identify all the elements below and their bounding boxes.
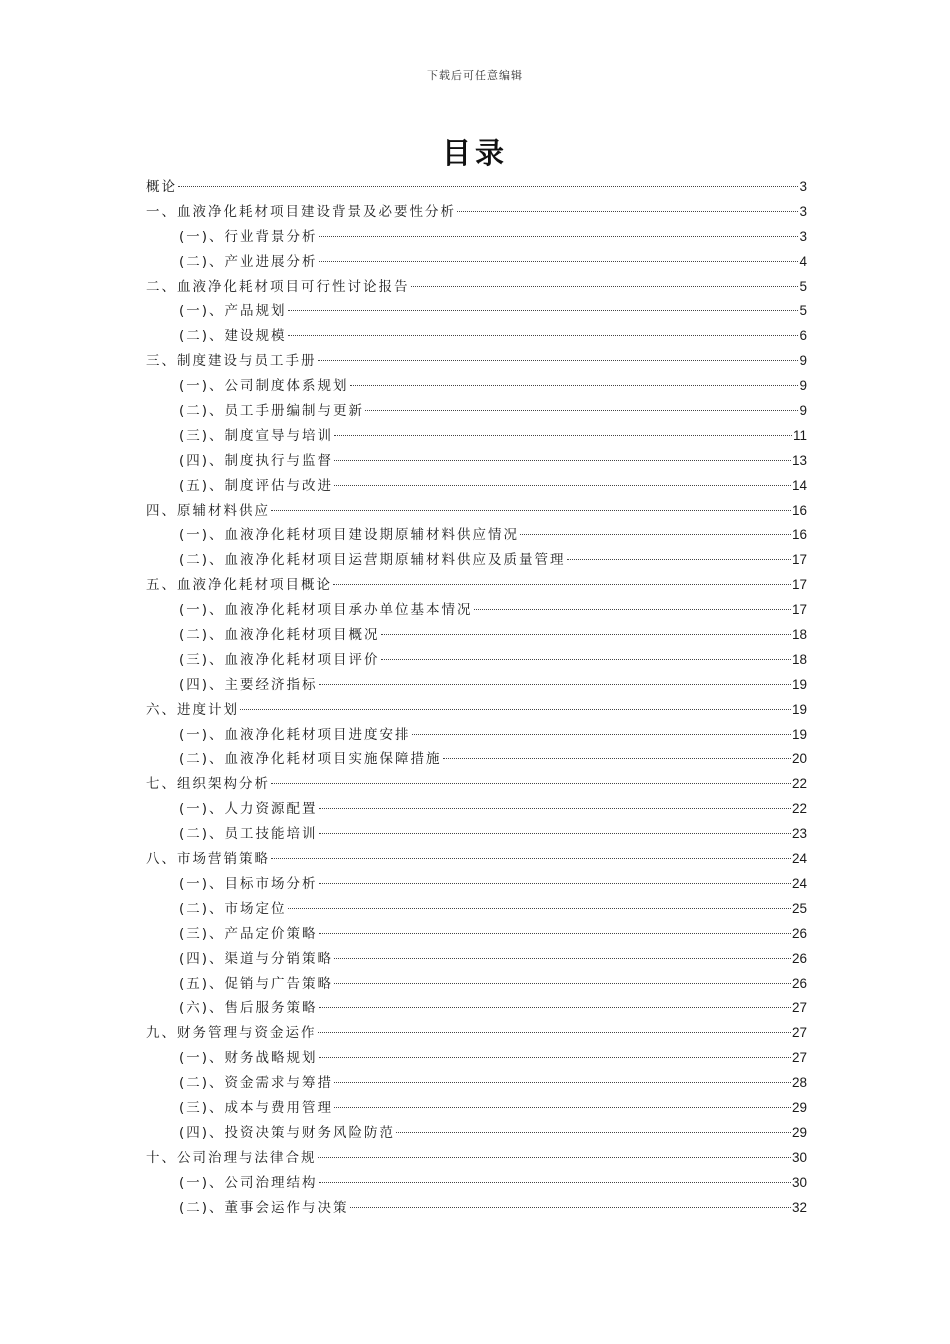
toc-entry-page-number: 5: [799, 278, 807, 294]
toc-entry-label: 十、公司治理与法律合规: [146, 1149, 317, 1166]
toc-entry-page-number: 24: [791, 875, 807, 891]
toc-section-entry[interactable]: [146, 374, 807, 399]
toc-entry-page-number: 22: [791, 801, 807, 817]
toc-dot-leader: [319, 261, 799, 262]
toc-dot-leader: [350, 1207, 791, 1208]
toc-section-entry[interactable]: [146, 225, 807, 250]
toc-entry-label: (五)、促销与广告策略: [179, 975, 334, 992]
toc-dot-leader: [474, 609, 791, 610]
toc-entry-page-number: 23: [791, 826, 807, 842]
toc-section-entry[interactable]: [146, 250, 807, 275]
toc-section-entry[interactable]: [146, 822, 807, 847]
toc-entry-page-number: 14: [791, 477, 807, 493]
toc-entry-page-number: 17: [791, 602, 807, 618]
toc-section-entry[interactable]: [146, 1046, 807, 1071]
toc-chapter-entry[interactable]: [146, 772, 807, 797]
toc-section-entry[interactable]: [146, 947, 807, 972]
toc-section-entry[interactable]: [146, 723, 807, 748]
toc-entry-label: (二)、血液净化耗材项目运营期原辅材料供应及质量管理: [179, 552, 566, 569]
toc-entry-label: (四)、制度执行与监督: [179, 452, 334, 469]
toc-entry-label: (一)、人力资源配置: [179, 801, 318, 818]
toc-section-entry[interactable]: [146, 1171, 807, 1196]
toc-entry-label: (三)、成本与费用管理: [179, 1099, 334, 1116]
toc-entry-page-number: 27: [791, 1000, 807, 1016]
toc-entry-page-number: 24: [791, 851, 807, 867]
table-of-contents: [146, 175, 807, 1220]
toc-section-entry[interactable]: [146, 897, 807, 922]
toc-section-entry[interactable]: [146, 1071, 807, 1096]
toc-dot-leader: [319, 808, 791, 809]
toc-dot-leader: [334, 1107, 791, 1108]
toc-dot-leader: [412, 734, 791, 735]
toc-dot-leader: [334, 958, 791, 959]
toc-dot-leader: [178, 186, 798, 187]
toc-entry-page-number: 17: [791, 552, 807, 568]
toc-entry-page-number: 32: [791, 1199, 807, 1215]
toc-entry-page-number: 16: [791, 527, 807, 543]
toc-entry-label: (四)、渠道与分销策略: [179, 950, 334, 967]
toc-entry-page-number: 3: [799, 179, 807, 194]
toc-entry-page-number: 26: [791, 975, 807, 991]
toc-entry-label: (一)、公司制度体系规划: [179, 378, 349, 395]
toc-entry-page-number: 27: [791, 1050, 807, 1066]
toc-entry-page-number: 29: [791, 1099, 807, 1115]
toc-entry-page-number: 11: [792, 427, 807, 443]
toc-dot-leader: [271, 510, 791, 511]
toc-entry-label: (一)、行业背景分析: [179, 228, 318, 245]
toc-entry-label: (三)、产品定价策略: [179, 925, 318, 942]
toc-dot-leader: [567, 559, 791, 560]
toc-entry-label: (一)、公司治理结构: [179, 1174, 318, 1191]
toc-dot-leader: [411, 286, 799, 287]
toc-entry-page-number: 26: [791, 950, 807, 966]
toc-section-entry[interactable]: [146, 1096, 807, 1121]
toc-chapter-entry[interactable]: [146, 349, 807, 374]
toc-section-entry[interactable]: [146, 324, 807, 349]
toc-entry-label: (二)、建设规模: [179, 328, 287, 345]
toc-entry-label: (二)、资金需求与筹措: [179, 1075, 334, 1092]
toc-entry-page-number: 28: [791, 1075, 807, 1091]
toc-entry-label: 概论: [146, 179, 177, 195]
toc-entry-page-number: 9: [799, 353, 807, 369]
toc-dot-leader: [334, 435, 792, 436]
toc-chapter-entry[interactable]: [146, 1146, 807, 1171]
toc-entry-page-number: 19: [791, 701, 807, 717]
toc-entry-page-number: 3: [799, 228, 807, 244]
toc-dot-leader: [319, 1057, 791, 1058]
page-header-note: 下载后可任意编辑: [427, 69, 523, 82]
toc-entry-page-number: 29: [791, 1124, 807, 1140]
toc-section-entry[interactable]: [146, 996, 807, 1021]
toc-section-entry[interactable]: [146, 972, 807, 997]
toc-section-entry[interactable]: [146, 1196, 807, 1221]
toc-entry-label: (二)、董事会运作与决策: [179, 1199, 349, 1216]
toc-dot-leader: [271, 858, 791, 859]
toc-chapter-entry[interactable]: [146, 847, 807, 872]
toc-entry-page-number: 5: [799, 303, 807, 319]
toc-entry-label: (二)、血液净化耗材项目概况: [179, 627, 380, 644]
toc-entry-label: 三、制度建设与员工手册: [146, 353, 317, 370]
toc-chapter-entry[interactable]: [146, 200, 807, 225]
toc-entry-page-number: 18: [791, 651, 807, 667]
toc-entry-label: (一)、血液净化耗材项目进度安排: [179, 726, 411, 743]
toc-entry-label: 九、财务管理与资金运作: [146, 1025, 317, 1042]
toc-entry-label: (四)、主要经济指标: [179, 676, 318, 693]
toc-chapter-entry[interactable]: [146, 573, 807, 598]
toc-dot-leader: [350, 385, 799, 386]
toc-section-entry[interactable]: [146, 399, 807, 424]
toc-dot-leader: [318, 1032, 791, 1033]
toc-entry-label: (一)、产品规划: [179, 303, 287, 320]
toc-title: 目录: [441, 136, 508, 170]
toc-entry-label: (六)、售后服务策略: [179, 1000, 318, 1017]
toc-dot-leader: [319, 1182, 791, 1183]
toc-section-entry[interactable]: [146, 523, 807, 548]
toc-dot-leader: [365, 410, 798, 411]
toc-section-entry[interactable]: [146, 747, 807, 772]
toc-chapter-entry[interactable]: [146, 175, 807, 200]
toc-entry-label: 五、血液净化耗材项目概论: [146, 577, 332, 594]
toc-dot-leader: [318, 1157, 791, 1158]
toc-dot-leader: [319, 933, 791, 934]
toc-dot-leader: [457, 211, 798, 212]
toc-dot-leader: [333, 584, 791, 585]
toc-dot-leader: [288, 310, 799, 311]
toc-entry-page-number: 16: [791, 502, 807, 518]
toc-entry-label: 一、血液净化耗材项目建设背景及必要性分析: [146, 203, 456, 220]
toc-entry-label: (一)、目标市场分析: [179, 875, 318, 892]
toc-dot-leader: [271, 783, 791, 784]
toc-entry-label: (四)、投资决策与财务风险防范: [179, 1124, 396, 1141]
toc-entry-page-number: 9: [799, 378, 807, 394]
toc-section-entry[interactable]: [146, 797, 807, 822]
toc-dot-leader: [288, 335, 799, 336]
toc-section-entry[interactable]: [146, 474, 807, 499]
toc-entry-label: (二)、市场定位: [179, 900, 287, 917]
toc-entry-page-number: 25: [791, 900, 807, 916]
toc-section-entry[interactable]: [146, 424, 807, 449]
toc-entry-label: 八、市场营销策略: [146, 851, 270, 868]
toc-dot-leader: [396, 1132, 791, 1133]
toc-entry-label: (三)、血液净化耗材项目评价: [179, 651, 380, 668]
toc-entry-label: (一)、财务战略规划: [179, 1050, 318, 1067]
toc-section-entry[interactable]: [146, 648, 807, 673]
toc-entry-page-number: 19: [791, 676, 807, 692]
toc-chapter-entry[interactable]: [146, 698, 807, 723]
toc-dot-leader: [443, 758, 791, 759]
toc-entry-label: 六、进度计划: [146, 701, 239, 718]
toc-entry-label: 四、原辅材料供应: [146, 502, 270, 519]
toc-section-entry[interactable]: [146, 1121, 807, 1146]
toc-chapter-entry[interactable]: [146, 499, 807, 524]
toc-entry-page-number: 22: [791, 776, 807, 792]
toc-entry-page-number: 6: [799, 328, 807, 344]
toc-entry-label: (一)、血液净化耗材项目承办单位基本情况: [179, 602, 473, 619]
toc-section-entry[interactable]: [146, 299, 807, 324]
toc-entry-label: 二、血液净化耗材项目可行性讨论报告: [146, 278, 410, 295]
toc-dot-leader: [520, 534, 791, 535]
toc-chapter-entry[interactable]: [146, 275, 807, 300]
toc-section-entry[interactable]: [146, 449, 807, 474]
toc-entry-page-number: 30: [791, 1174, 807, 1190]
toc-dot-leader: [319, 1007, 791, 1008]
toc-chapter-entry[interactable]: [146, 1021, 807, 1046]
toc-entry-page-number: 18: [791, 627, 807, 643]
toc-entry-page-number: 27: [791, 1025, 807, 1041]
toc-entry-page-number: 19: [791, 726, 807, 742]
toc-entry-label: (二)、员工技能培训: [179, 826, 318, 843]
toc-entry-page-number: 20: [791, 751, 807, 767]
toc-entry-page-number: 17: [791, 577, 807, 593]
toc-entry-page-number: 30: [791, 1149, 807, 1165]
toc-section-entry[interactable]: [146, 623, 807, 648]
toc-dot-leader: [381, 634, 791, 635]
toc-dot-leader: [318, 360, 799, 361]
toc-dot-leader: [319, 236, 799, 237]
toc-entry-page-number: 9: [799, 403, 807, 419]
toc-entry-label: (二)、员工手册编制与更新: [179, 403, 365, 420]
toc-entry-page-number: 26: [791, 925, 807, 941]
toc-section-entry[interactable]: [146, 548, 807, 573]
toc-dot-leader: [334, 1082, 791, 1083]
toc-entry-label: (二)、产业进展分析: [179, 253, 318, 270]
toc-entry-label: (三)、制度宣导与培训: [179, 427, 334, 444]
toc-section-entry[interactable]: [146, 872, 807, 897]
toc-entry-label: 七、组织架构分析: [146, 776, 270, 793]
toc-dot-leader: [334, 983, 791, 984]
toc-dot-leader: [334, 485, 791, 486]
toc-entry-label: (五)、制度评估与改进: [179, 477, 334, 494]
toc-dot-leader: [319, 684, 791, 685]
toc-section-entry[interactable]: [146, 922, 807, 947]
toc-dot-leader: [240, 709, 791, 710]
toc-entry-page-number: 3: [799, 203, 807, 219]
toc-entry-page-number: 4: [799, 253, 807, 269]
toc-section-entry[interactable]: [146, 598, 807, 623]
toc-section-entry[interactable]: [146, 673, 807, 698]
toc-dot-leader: [381, 659, 791, 660]
toc-dot-leader: [288, 908, 791, 909]
toc-entry-page-number: 13: [791, 452, 807, 468]
toc-entry-label: (二)、血液净化耗材项目实施保障措施: [179, 751, 442, 768]
toc-dot-leader: [319, 883, 791, 884]
toc-dot-leader: [334, 460, 791, 461]
toc-dot-leader: [319, 833, 791, 834]
toc-entry-label: (一)、血液净化耗材项目建设期原辅材料供应情况: [179, 527, 520, 544]
